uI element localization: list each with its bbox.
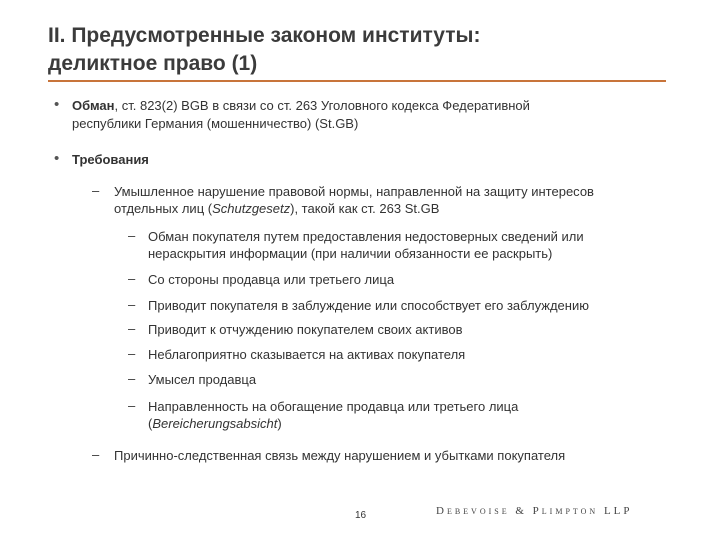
level2-item-intent <box>114 183 694 217</box>
level3-item-pre: ( <box>148 416 153 431</box>
level3-item: Со стороны продавца или третьего лица <box>148 272 395 287</box>
dash-icon: – <box>128 297 136 312</box>
level3-item: Неблагоприятно сказывается на активах покупателя <box>148 347 466 362</box>
dash-icon: – <box>92 183 100 198</box>
dash-icon: – <box>128 271 136 286</box>
dash-icon: – <box>92 447 100 462</box>
bullet-fraud <box>72 97 692 133</box>
level3-item-line1: Обман покупателя путем предоставления недостоверных сведений или <box>148 229 584 244</box>
level3-item <box>148 228 698 262</box>
title-divider <box>48 80 666 82</box>
dash-icon: – <box>128 321 136 336</box>
level3-item-line1: Направленность на обогащение продавца или третьего лица <box>148 399 519 414</box>
page-title <box>48 22 688 78</box>
dash-icon: – <box>128 398 136 413</box>
bullet-requirements: Требования <box>72 152 149 167</box>
page-number: 16 <box>355 510 367 521</box>
level3-item: Умысел продавца <box>148 372 257 387</box>
level2-item-causation: Причинно-следственная связь между нарушением и убытками покупателя <box>114 448 566 463</box>
level3-item <box>148 398 698 432</box>
bullet-icon: • <box>54 96 60 113</box>
level3-item-line2: нераскрытия информации (при наличии обязанности ее раскрыть) <box>148 246 553 261</box>
level3-item: Приводит покупателя в заблуждение или способствует его заблуждению <box>148 298 589 313</box>
title-line-2: деликтное право (1) <box>48 52 258 75</box>
level3-item-post: ) <box>277 416 282 431</box>
level2-item-intent-line1: Умышленное нарушение правовой нормы, направленной на защиту интересов <box>114 184 594 199</box>
bullet-icon: • <box>54 150 60 167</box>
dash-icon: – <box>128 346 136 361</box>
level2-item-intent-pre: отдельных лиц ( <box>114 201 213 216</box>
firm-logo: Debevoise & Plimpton LLP <box>436 505 633 517</box>
level2-item-intent-post: ), такой как ст. 263 St.GB <box>290 201 440 216</box>
dash-icon: – <box>128 371 136 386</box>
level3-item-italic: Bereicherungsabsicht <box>152 416 278 431</box>
bullet-fraud-text-2: республики Германия (мошенничество) (St.GB) <box>72 116 359 131</box>
title-line-1: II. Предусмотренные законом институты: <box>48 24 481 47</box>
bullet-fraud-text-1: , ст. 823(2) BGB в связи со ст. 263 Уголовного кодекса Федеративной <box>114 98 530 113</box>
level3-item: Приводит к отчуждению покупателем своих активов <box>148 322 463 337</box>
bullet-fraud-lead: Обман <box>72 98 115 113</box>
dash-icon: – <box>128 228 136 243</box>
level2-item-intent-italic: Schutzgesetz <box>212 201 291 216</box>
